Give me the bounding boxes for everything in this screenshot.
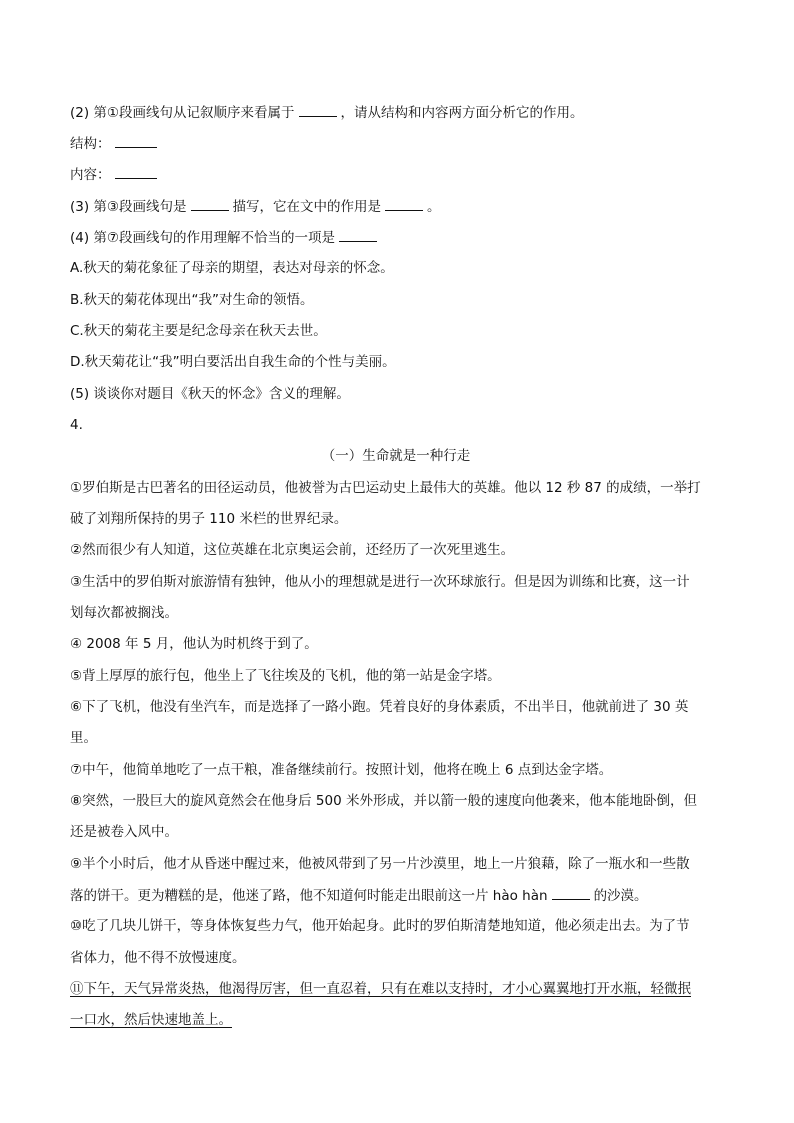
paragraph-9-text-end: 的沙漠。 [593,888,648,904]
underlined-sentence: ⑪下午，天气异常炎热，他渴得厉害，但一直忍着，只有在难以支持时，才小心翼翼地打开水瓶，轻微抿 [70,981,691,997]
paragraph-6-line-1: ⑥下了飞机，他没有坐汽车，而是选择了一路小跑。凭着良好的身体素质，不出半日，他就前进了 30 英 [70,699,689,715]
option-c: C.秋天的菊花主要是纪念母亲在秋天去世。 [70,323,327,339]
paragraph-11-line-2 [70,1010,722,1030]
answer-blank[interactable] [191,196,229,211]
paragraph-3-line-2: 划每次都被搁浅。 [70,605,178,621]
paragraph-9-line-1: ⑨半个小时后，他才从昏迷中醒过来，他被风带到了另一片沙漠里，地上一片狼藉，除了一瓶水和一些散 [70,856,690,872]
paragraph-2: ②然而很少有人知道，这位英雄在北京奥运会前，还经历了一次死里逃生。 [70,542,515,558]
answer-blank[interactable] [385,196,423,211]
content-answer-blank[interactable] [115,164,157,179]
paragraph-3-line-1: ③生活中的罗伯斯对旅游情有独钟，他从小的理想就是进行一次环球旅行。但是因为训练和比赛，这一计 [70,574,690,590]
question-3-text-end: 。 [427,199,441,215]
question-3 [70,196,722,217]
option-b: B.秋天的菊花体现出“我”对生命的领悟。 [70,292,314,308]
answer-blank[interactable] [299,102,337,117]
paragraph-1-line-1: ①罗伯斯是古巴著名的田径运动员，他被誉为古巴运动史上最伟大的英雄。他以 12 秒 87 的成绩，一举打 [70,480,701,496]
underlined-sentence-end: 一口水，然后快速地盖上。 [70,1012,232,1028]
structure-label: 结构： [70,136,111,152]
question-2 [70,102,722,123]
pinyin-answer-blank[interactable] [552,885,590,900]
content-label: 内容： [70,167,111,183]
question-5: (5) 谈谈你对题目《秋天的怀念》含义的理解。 [70,386,350,402]
paragraph-8-line-1: ⑧突然，一股巨大的旋风竟然会在他身后 500 米外形成，并以箭一般的速度向他袭来，他本能地卧倒，但 [70,793,697,809]
question-2-text: (2) 第①段画线句从记叙顺序来看属于 [70,105,295,121]
paragraph-9-text: 落的饼干。更为糟糕的是，他迷了路，他不知道何时能走出眼前这一片 hào hàn [70,888,548,904]
paragraph-4: ④ 2008 年 5 月，他认为时机终于到了。 [70,636,318,652]
question-3-text: (3) 第③段画线句是 [70,199,187,215]
paragraph-1-line-2: 破了刘翔所保持的男子 110 米栏的世界纪录。 [70,511,348,527]
question-3-text-middle: 描写，它在文中的作用是 [232,199,382,215]
paragraph-10-line-1: ⑩吃了几块儿饼干，等身体恢复些力气，他开始起身。此时的罗伯斯清楚地知道，他必须走出去。为了节 [70,918,690,934]
question-4 [70,227,722,248]
paragraph-6-line-2: 里。 [70,730,97,746]
question-2-structure [70,133,722,154]
question-2-content [70,164,722,185]
paragraph-7: ⑦中午，他简单地吃了一点干粮，准备继续前行。按照计划，他将在晚上 6 点到达金字塔。 [70,762,613,778]
question-2-text-end: ，请从结构和内容两方面分析它的作用。 [340,105,584,121]
paragraph-11-line-1 [70,979,722,999]
option-d: D.秋天菊花让“我”明白要活出自我生命的个性与美丽。 [70,354,396,370]
paragraph-9-line-2 [70,885,722,906]
question-4-text: (4) 第⑦段画线句的作用理解不恰当的一项是 [70,230,336,246]
structure-answer-blank[interactable] [115,133,157,148]
section-title: （一）生命就是一种行走 [321,448,471,464]
paragraph-8-line-2: 还是被卷入风中。 [70,824,178,840]
section-number: 4. [70,417,83,433]
option-a: A.秋天的菊花象征了母亲的期望，表达对母亲的怀念。 [70,260,394,276]
answer-blank[interactable] [339,227,377,242]
paragraph-10-line-2: 省体力，他不得不放慢速度。 [70,950,246,966]
paragraph-5: ⑤背上厚厚的旅行包，他坐上了飞往埃及的飞机，他的第一站是金字塔。 [70,668,501,684]
